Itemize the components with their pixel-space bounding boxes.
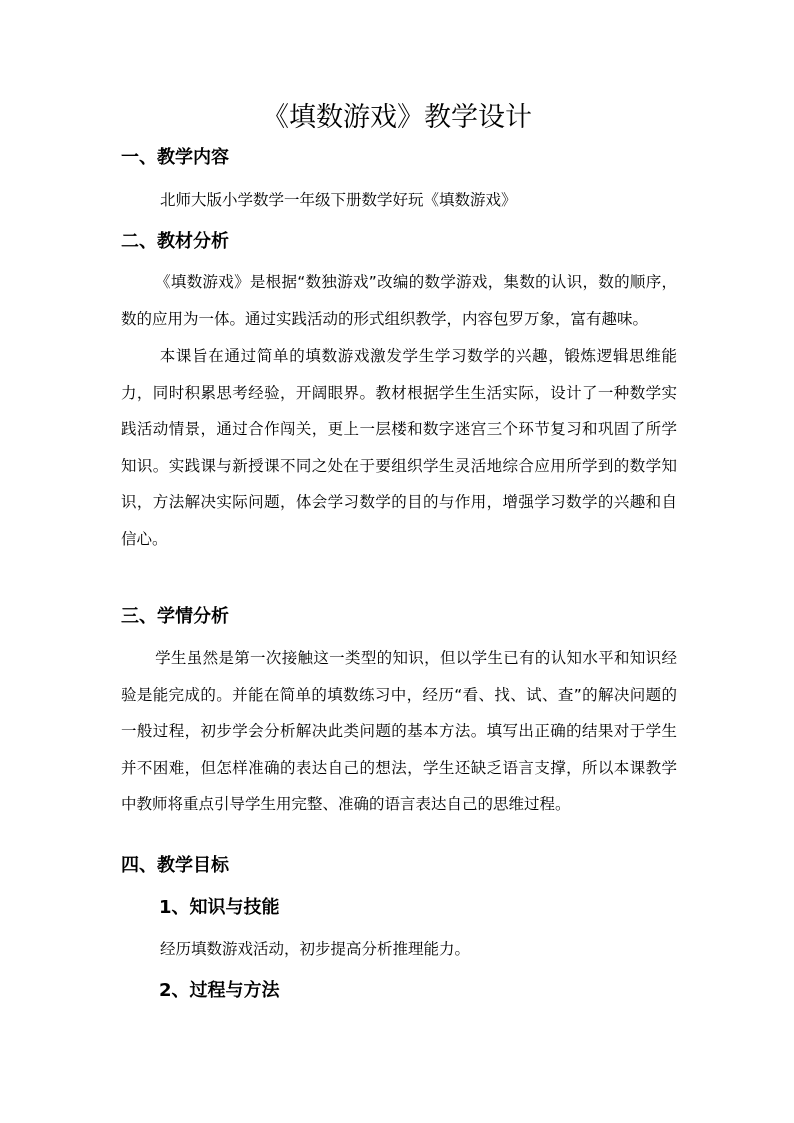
goals-subheading-process: 2、过程与方法 [159, 980, 280, 1001]
section-heading-learners: 三、学情分析 [121, 606, 229, 627]
learners-paragraph-1: 学生虽然是第一次接触这一类型的知识，但以学生已有的认知水平和知识经验是能完成的。并能在简单的填数练习中，经历“看、找、试、查”的解决问题的一般过程，初步学会分析解决此类问题的基本方法。填写出正确的结果对于学生并不困难，但怎样准确的表达自己的想法，学生还缺乏语言支撑，所以本课教学中教师将重点引导学生用完整、准确的语言表达自己的思维过程。 [121, 649, 677, 813]
goals-subheading-knowledge: 1、知识与技能 [159, 897, 280, 918]
section-heading-material: 二、教材分析 [121, 231, 229, 252]
section-heading-goals: 四、教学目标 [121, 855, 229, 876]
section-content-text: 北师大版小学数学一年级下册数学好玩《填数游戏》 [160, 191, 517, 209]
goals-knowledge-text: 经历填数游戏活动，初步提高分析推理能力。 [160, 940, 471, 958]
material-paragraph-1: 《填数游戏》是根据“数独游戏”改编的数学游戏，集数的认识，数的顺序，数的应用为一体。通过实践活动的形式组织教学，内容包罗万象，富有趣味。 [121, 273, 677, 328]
page-title: 《填数游戏》教学设计 [262, 102, 532, 133]
material-paragraph-2: 本课旨在通过简单的填数游戏激发学生学习数学的兴趣，锻炼逻辑思维能力，同时积累思考经验，开阔眼界。教材根据学生生活实际，设计了一种数学实践活动情景，通过合作闯关，更上一层楼和数字迷宫三个环节复习和巩固了所学知识。实践课与新授课不同之处在于要组织学生灵活地综合应用所学到的数学知识，方法解决实际问题，体会学习数学的目的与作用，增强学习数学的兴趣和自信心。 [121, 347, 677, 548]
section-heading-content: 一、教学内容 [121, 147, 229, 168]
